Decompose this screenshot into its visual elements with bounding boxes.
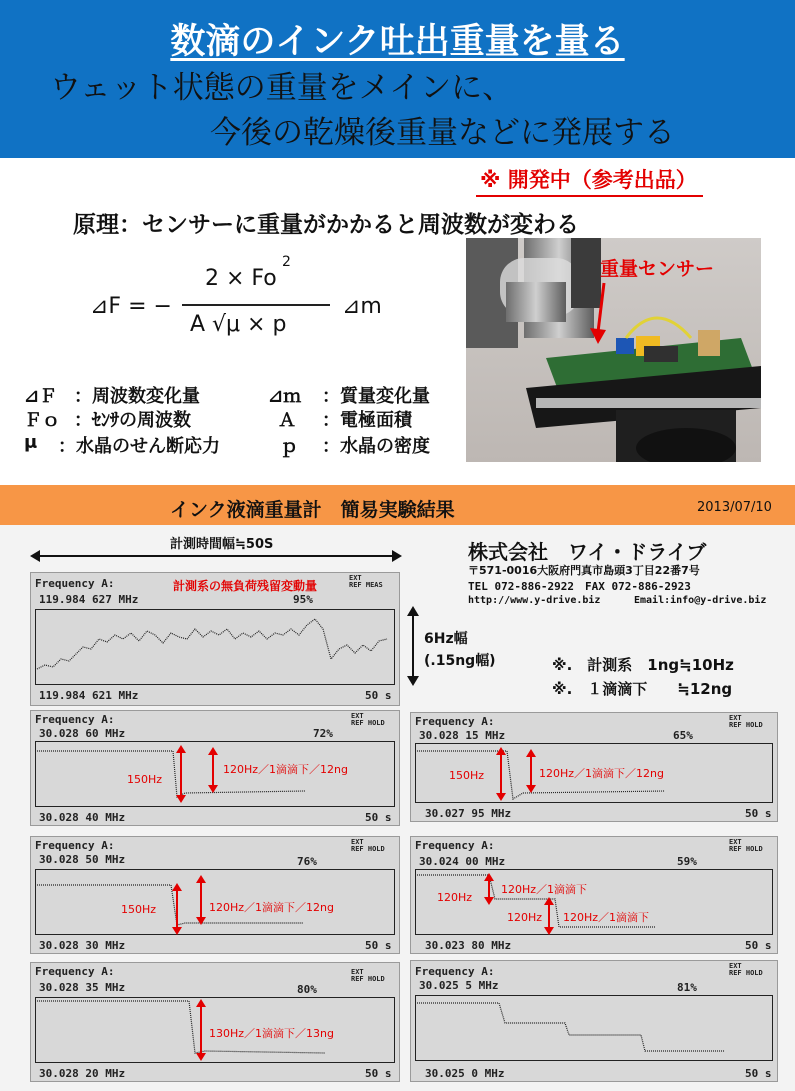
drop-weight-label: 120Hz／1滴滴下／12ng xyxy=(209,901,334,914)
drop-delta-label: 120Hz xyxy=(437,891,473,904)
plot-top-value: 30.028 35 MHz xyxy=(39,981,126,994)
fraction-bar xyxy=(182,304,330,306)
plot-bottom-value: 30.028 40 MHz xyxy=(39,811,126,824)
legend-symbol-4: μ xyxy=(24,432,38,453)
company-address: 〒571-0016大阪府門真市島頭3丁目22番7号 xyxy=(468,564,700,577)
drop-delta-label: 150Hz xyxy=(127,773,163,786)
plot-tag-mode: REF HOLD xyxy=(729,969,763,977)
company-url: http://www.y-drive.biz xyxy=(468,595,601,606)
plot-percent: 59% xyxy=(677,855,697,868)
legend-desc-4: ：水晶のせん断応力 xyxy=(58,436,220,457)
plot-percent: 95% xyxy=(293,593,313,606)
legend-desc-5: ：水晶の密度 xyxy=(322,436,430,457)
legend-desc-3: ：電極面積 xyxy=(322,410,412,431)
plot-time: 50 s xyxy=(365,689,392,702)
plot-label: Frequency A: xyxy=(415,965,495,978)
frequency-plot-6 xyxy=(410,960,778,1082)
plot-tag-mode: REF HOLD xyxy=(351,845,385,853)
plot-bottom-value: 30.025 0 MHz xyxy=(425,1067,505,1080)
plot-time: 50 s xyxy=(745,807,772,820)
plot-label: Frequency A: xyxy=(35,839,115,852)
plot-label: Frequency A: xyxy=(35,713,115,726)
plot-label: Frequency A: xyxy=(415,839,495,852)
plot-tag: EXT xyxy=(729,962,742,970)
drop-delta-label-2: 120Hz xyxy=(507,911,543,924)
plot-tag-mode: REF HOLD xyxy=(729,721,763,729)
legend-desc-0: ：周波数変化量 xyxy=(74,386,200,407)
frequency-plot-4 xyxy=(410,836,778,954)
plot-top-value: 30.025 5 MHz xyxy=(419,979,499,992)
plot-label: Frequency A: xyxy=(415,715,495,728)
plot-top-value: 30.024 00 MHz xyxy=(419,855,506,868)
sensor-label: 重量センサー xyxy=(600,258,715,280)
development-note: ※ 開発中（参考出品） xyxy=(476,164,703,197)
legend-symbol-2: Ｆｏ xyxy=(24,410,60,431)
formula-rhs: ⊿m xyxy=(342,294,382,319)
legend-desc-2: ：ｾﾝｻの周波数 xyxy=(74,410,191,431)
plot-time: 50 s xyxy=(745,939,772,952)
plot-top-value: 30.028 15 MHz xyxy=(419,729,506,742)
legend-desc-1: ：質量変化量 xyxy=(322,386,430,407)
company-email: Email:info@y-drive.biz xyxy=(634,595,767,606)
plot-overlay-label: 計測系の無負荷残留変動量 xyxy=(173,579,318,593)
note-sensitivity: ※. 計測系 1ng≒10Hz xyxy=(552,656,734,674)
plot-tag: EXT xyxy=(729,714,742,722)
frequency-plot-5 xyxy=(30,962,400,1082)
plot-label: Frequency A: xyxy=(35,577,115,590)
plot-bottom-value: 119.984 621 MHz xyxy=(39,689,139,702)
plot-time: 50 s xyxy=(365,811,392,824)
frequency-plot-1 xyxy=(30,710,400,826)
plot-label: Frequency A: xyxy=(35,965,115,978)
note-droplet: ※. １滴滴下 ≒12ng xyxy=(552,680,733,698)
formula-numerator: 2 × Fo xyxy=(205,266,277,291)
plot-tag: EXT xyxy=(729,838,742,846)
plot-time: 50 s xyxy=(365,1067,392,1080)
results-title: インク液滴重量計 簡易実験結果 xyxy=(170,499,455,521)
plot-tag: EXT xyxy=(351,712,364,720)
formula-exponent: 2 xyxy=(282,254,291,270)
plot-bottom-value: 30.028 30 MHz xyxy=(39,939,126,952)
principle-heading: 原理：センサーに重量がかかると周波数が変わる xyxy=(73,212,579,238)
plot-top-value: 30.028 60 MHz xyxy=(39,727,126,740)
plot-top-value: 30.028 50 MHz xyxy=(39,853,126,866)
plot-bottom-value: 30.028 20 MHz xyxy=(39,1067,126,1080)
plot-bottom-value: 30.027 95 MHz xyxy=(425,807,512,820)
drop-weight-label-2: 120Hz／1滴滴下 xyxy=(563,911,650,924)
frequency-plot-2 xyxy=(410,712,778,822)
plot-bottom-value: 30.023 80 MHz xyxy=(425,939,512,952)
plot-top-value: 119.984 627 MHz xyxy=(39,593,139,606)
plot-tag-mode: REF HOLD xyxy=(351,975,385,983)
plot-percent: 65% xyxy=(673,729,693,742)
drop-weight-label: 120Hz／1滴滴下 xyxy=(501,883,588,896)
plot-tag: EXT xyxy=(351,838,364,846)
width-note-2: (.15ng幅) xyxy=(424,653,496,669)
drop-weight-label: 120Hz／1滴滴下／12ng xyxy=(539,767,664,780)
formula xyxy=(90,252,390,362)
formula-denominator: A √μ × p xyxy=(190,312,287,337)
legend-symbol-5: ｐ xyxy=(280,436,298,457)
subtitle-line-2: 今後の乾燥後重量などに発展する xyxy=(210,115,675,151)
formula-lhs: ⊿F = − xyxy=(90,294,172,319)
company-phone: TEL 072-886-2922 FAX 072-886-2923 xyxy=(468,580,691,593)
width-arrow xyxy=(404,606,422,686)
subtitle-line-1: ウェット状態の重量をメインに、 xyxy=(50,70,514,106)
drop-delta-label: 150Hz xyxy=(449,769,485,782)
plot-time: 50 s xyxy=(745,1067,772,1080)
frequency-plot-noise xyxy=(30,572,400,706)
page-title: 数滴のインク吐出重量を量る xyxy=(170,22,625,62)
results-date: 2013/07/10 xyxy=(697,500,772,515)
plot-percent: 80% xyxy=(297,983,317,996)
plot-percent: 76% xyxy=(297,855,317,868)
plot-tag-mode: REF HOLD xyxy=(351,719,385,727)
measure-time-label: 計測時間幅≒50S xyxy=(170,537,274,552)
width-note: 6Hz幅 xyxy=(424,631,468,647)
plot-tag: EXT xyxy=(351,968,364,976)
plot-tag-mode: REF MEAS xyxy=(349,581,383,589)
plot-tag-mode: REF HOLD xyxy=(729,845,763,853)
frequency-plot-3 xyxy=(30,836,400,954)
plot-percent: 72% xyxy=(313,727,333,740)
legend-symbol-1: ⊿ｍ xyxy=(268,386,302,407)
plot-time: 50 s xyxy=(365,939,392,952)
plot-tag: EXT xyxy=(349,574,362,582)
drop-delta-label: 150Hz xyxy=(121,903,157,916)
company-name: 株式会社 ワイ・ドライブ xyxy=(468,540,707,564)
drop-weight-label: 120Hz／1滴滴下／12ng xyxy=(223,763,348,776)
legend-symbol-3: Ａ xyxy=(278,410,296,431)
drop-weight-label: 130Hz／1滴滴下／13ng xyxy=(209,1027,334,1040)
legend-symbol-0: ⊿Ｆ xyxy=(24,386,58,407)
plot-percent: 81% xyxy=(677,981,697,994)
